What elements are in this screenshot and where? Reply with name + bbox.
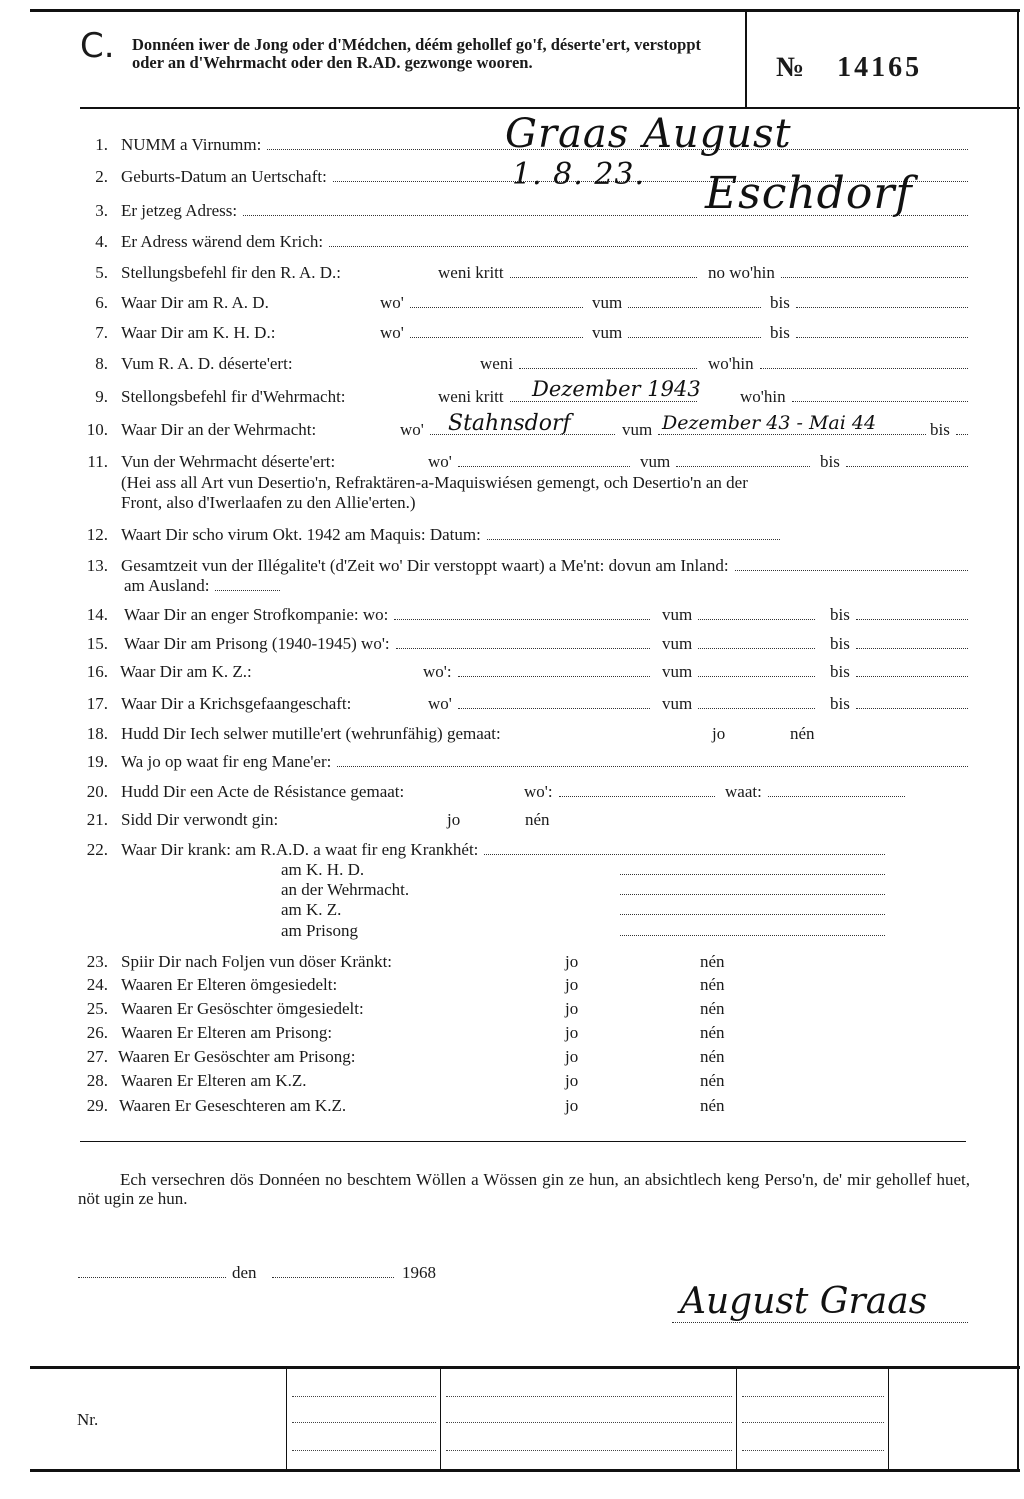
field-sublabel: weni (480, 354, 514, 373)
fill-in-field[interactable] (796, 307, 968, 308)
field-sublabel: weni kritt (438, 387, 504, 406)
fill-in-field[interactable] (396, 648, 650, 649)
field-label: Stellungsbefehl fir den R. A. D.: (121, 263, 342, 282)
form-row (0, 974, 1024, 996)
field-sublabel: jo (447, 810, 461, 829)
section-divider (80, 1141, 966, 1142)
field-label: Waaren Er Geseschteren am K.Z. (119, 1096, 347, 1115)
fill-in-field[interactable] (410, 337, 583, 338)
field-label: Waart Dir scho virum Okt. 1942 am Maquis: Datum: (121, 525, 481, 544)
field-label: Waaren Er Elteren am Prisong: (121, 1023, 333, 1042)
fill-in-field[interactable] (458, 676, 650, 677)
date-field[interactable] (272, 1277, 394, 1278)
fill-in-field[interactable] (698, 619, 815, 620)
field-sublabel: vum (640, 452, 671, 471)
table-cell-field[interactable] (446, 1422, 732, 1423)
row-number: 5. (95, 263, 108, 282)
handwritten-wehrmacht-where[interactable]: Stahnsdorf (448, 411, 571, 436)
fill-in-field[interactable] (559, 796, 715, 797)
field-sublabel: bis (830, 605, 850, 624)
table-col-1 (286, 1368, 287, 1470)
fill-in-field[interactable] (856, 648, 968, 649)
field-label: NUMM a Virnumm: (121, 135, 262, 154)
fill-in-field[interactable] (620, 874, 885, 875)
field-sublabel: bis (770, 323, 790, 342)
fill-in-field[interactable] (760, 368, 968, 369)
field-sublabel: bis (830, 694, 850, 713)
field-label: Hudd Dir Iech selwer mutille'ert (wehrunfähig) gemaat: (121, 724, 501, 743)
fill-in-field[interactable] (458, 466, 630, 467)
field-label: Stellongsbefehl fir d'Wehrmacht: (121, 387, 346, 406)
form-row (0, 899, 1024, 921)
fill-in-field[interactable] (487, 539, 780, 540)
field-sublabel: weni kritt (438, 263, 504, 282)
handwritten-name[interactable]: Graas August (505, 111, 792, 157)
row-number: 12. (86, 525, 108, 544)
form-row (0, 1046, 1024, 1068)
row-number: 17. (86, 694, 108, 713)
table-cell-field[interactable] (446, 1450, 732, 1451)
declaration-text: Ech versechren dös Donnéen no beschtem Wöllen a Wössen gin ze hun, an absichtlech keng Perso'n, de' mir gehollef huet, nöt ugin ze hun. (78, 1170, 970, 1208)
form-row (0, 322, 1024, 344)
field-label: Vum R. A. D. déserte'ert: (121, 354, 293, 373)
fill-in-field[interactable] (628, 307, 761, 308)
form-row (0, 951, 1024, 973)
form-row (0, 1022, 1024, 1044)
row-number: 21. (86, 810, 108, 829)
field-sublabel: bis (830, 634, 850, 653)
form-row (0, 231, 1024, 253)
field-label: Wa jo op waat fir eng Mane'er: (121, 752, 332, 771)
row-number: 27. (86, 1047, 108, 1066)
handwritten-order-date[interactable]: Dezember 1943 (532, 377, 701, 401)
den-label: den (232, 1263, 257, 1282)
form-row (0, 386, 1024, 408)
fill-in-field[interactable] (698, 676, 815, 677)
field-sublabel: waat: (725, 782, 762, 801)
row-number: 24. (86, 975, 108, 994)
fill-in-field[interactable] (856, 676, 968, 677)
field-label: Waar Dir a Krichsgefaangeschaft: (121, 694, 352, 713)
form-row (0, 879, 1024, 901)
field-sublabel: nén (700, 1096, 725, 1115)
handwritten-wehrmacht-period[interactable]: Dezember 43 - Mai 44 (662, 412, 877, 434)
row-number: 9. (95, 387, 108, 406)
field-sublabel: bis (830, 662, 850, 681)
field-sublabel: nén (700, 975, 725, 994)
table-cell-field[interactable] (292, 1450, 436, 1451)
fill-in-field[interactable] (658, 434, 926, 435)
fill-in-field[interactable] (698, 648, 815, 649)
table-cell-field[interactable] (742, 1450, 884, 1451)
handwritten-birth-date[interactable]: 1. 8. 23. (512, 157, 646, 192)
table-top-border (30, 1366, 1020, 1369)
field-label: am Prisong (281, 921, 358, 940)
field-sublabel: wo' (380, 293, 404, 312)
field-label: Waar Dir am K. Z.: (120, 662, 252, 681)
row-number: 4. (95, 232, 108, 251)
table-cell-field[interactable] (742, 1396, 884, 1397)
form-row (0, 723, 1024, 745)
form-row (0, 781, 1024, 803)
fill-in-field[interactable] (510, 277, 697, 278)
form-row (0, 575, 1024, 597)
year-label: 1968 (402, 1263, 436, 1282)
field-sublabel: jo (565, 952, 579, 971)
header-underline (80, 107, 1020, 109)
form-row (0, 839, 1024, 861)
fill-in-field[interactable] (410, 307, 583, 308)
form-row (0, 472, 1024, 494)
form-row (0, 555, 1024, 577)
row-number: 29. (86, 1096, 108, 1115)
number-symbol: № (776, 52, 808, 83)
top-border (30, 9, 1020, 12)
form-row (0, 492, 1024, 514)
field-label: Sidd Dir verwondt gin: (121, 810, 279, 829)
form-title: Donnéen iwer de Jong oder d'Médchen, déém gehollef go'f, déserte'ert, verstoppt oder an d'Wehrmacht oder den R.AD. gezwonge wooren. (132, 35, 702, 72)
field-sublabel: wo': (423, 662, 452, 681)
row-number: 14. (86, 605, 108, 624)
fill-in-field[interactable] (620, 935, 885, 936)
fill-in-field[interactable] (484, 854, 885, 855)
field-sublabel: jo (565, 975, 579, 994)
fill-in-field[interactable] (768, 796, 905, 797)
fill-in-field[interactable] (856, 708, 968, 709)
field-sublabel: vum (662, 605, 693, 624)
field-sublabel: nén (700, 999, 725, 1018)
field-sublabel: nén (700, 1047, 725, 1066)
field-label: (Hei ass all Art vun Desertio'n, Refraktären-a-Maquiswiésen gemengt, och Desertio'n an der (121, 473, 748, 492)
row-number: 3. (95, 201, 108, 220)
handwritten-birth-place[interactable]: Eschdorf (705, 168, 913, 219)
row-number: 22. (86, 840, 108, 859)
form-row (0, 1095, 1024, 1117)
fill-in-field[interactable] (458, 708, 650, 709)
form-row (0, 809, 1024, 831)
field-sublabel: vum (662, 694, 693, 713)
field-label: Hudd Dir een Acte de Résistance gemaat: (121, 782, 405, 801)
row-number: 26. (86, 1023, 108, 1042)
fill-in-field[interactable] (510, 401, 697, 402)
field-label: Waaren Er Gesöschter ömgesiedelt: (121, 999, 364, 1018)
form-row (0, 1070, 1024, 1092)
fill-in-field[interactable] (620, 894, 885, 895)
fill-in-field[interactable] (956, 434, 968, 435)
fill-in-field[interactable] (628, 337, 761, 338)
table-col-4 (888, 1368, 889, 1470)
field-sublabel: bis (770, 293, 790, 312)
field-sublabel: no wo'hin (708, 263, 775, 282)
field-sublabel: wo' (380, 323, 404, 342)
section-letter: C. (80, 26, 115, 66)
form-row (0, 604, 1024, 626)
form-row (0, 859, 1024, 881)
field-label: Er jetzeg Adress: (121, 201, 238, 220)
place-field[interactable] (78, 1277, 226, 1278)
row-number: 7. (95, 323, 108, 342)
table-cell-field[interactable] (742, 1422, 884, 1423)
number-value: 14165 (837, 52, 923, 83)
field-label: am K. Z. (281, 900, 342, 919)
field-label: Waar Dir am K. H. D.: (121, 323, 276, 342)
form-row (0, 693, 1024, 715)
row-number: 16. (86, 662, 108, 681)
field-label: Waar Dir an der Wehrmacht: (121, 420, 317, 439)
signature: August Graas (680, 1281, 928, 1322)
row-number: 10. (86, 420, 108, 439)
row-number: 19. (86, 752, 108, 771)
row-number: 6. (95, 293, 108, 312)
field-sublabel: jo (565, 999, 579, 1018)
fill-in-field[interactable] (698, 708, 815, 709)
field-sublabel: wo' (428, 694, 452, 713)
field-label: Vun der Wehrmacht déserte'ert: (121, 452, 336, 471)
fill-in-field[interactable] (620, 914, 885, 915)
form-row (0, 998, 1024, 1020)
fill-in-field[interactable] (329, 246, 968, 247)
field-sublabel: nén (700, 952, 725, 971)
field-sublabel: jo (565, 1096, 579, 1115)
fill-in-field[interactable] (676, 466, 810, 467)
fill-in-field[interactable] (519, 368, 697, 369)
field-label: am Ausland: (124, 576, 210, 595)
field-sublabel: wo': (524, 782, 553, 801)
fill-in-field[interactable] (781, 277, 968, 278)
signature-line (672, 1322, 968, 1323)
table-col-3 (736, 1368, 737, 1470)
field-sublabel: jo (712, 724, 726, 743)
field-sublabel: vum (592, 293, 623, 312)
row-number: 28. (86, 1071, 108, 1090)
field-label: am K. H. D. (281, 860, 365, 879)
form-row (0, 751, 1024, 773)
field-label: Waaren Er Gesöschter am Prisong: (118, 1047, 356, 1066)
table-cell-field[interactable] (446, 1396, 732, 1397)
field-label: Waar Dir am Prisong (1940-1945) wo': (124, 634, 390, 653)
table-bottom-border (30, 1469, 1020, 1472)
form-row (0, 633, 1024, 655)
form-row (0, 262, 1024, 284)
field-sublabel: vum (622, 420, 653, 439)
field-sublabel: vum (592, 323, 623, 342)
field-sublabel: vum (662, 634, 693, 653)
form-row (0, 920, 1024, 942)
form-row (0, 524, 1024, 546)
field-label: an der Wehrmacht. (281, 880, 410, 899)
form-row (0, 353, 1024, 375)
form-row (0, 292, 1024, 314)
form-row (0, 661, 1024, 683)
fill-in-field[interactable] (735, 570, 968, 571)
table-cell-field[interactable] (292, 1422, 436, 1423)
form-number (776, 52, 922, 84)
field-sublabel: vum (662, 662, 693, 681)
nr-label: Nr. (77, 1410, 99, 1429)
field-sublabel: jo (565, 1047, 579, 1066)
field-label: Waar Dir am R. A. D. (121, 293, 269, 312)
field-sublabel: wo' (400, 420, 424, 439)
field-sublabel: wo'hin (708, 354, 754, 373)
field-sublabel: jo (565, 1023, 579, 1042)
field-label: Waaren Er Elteren am K.Z. (121, 1071, 307, 1090)
fill-in-field[interactable] (394, 619, 650, 620)
row-number: 20. (86, 782, 108, 801)
row-number: 13. (86, 556, 108, 575)
row-number: 15. (86, 634, 108, 653)
fill-in-field[interactable] (796, 337, 968, 338)
row-number: 18. (86, 724, 108, 743)
form-row (0, 451, 1024, 473)
row-number: 8. (95, 354, 108, 373)
fill-in-field[interactable] (792, 401, 968, 402)
fill-in-field[interactable] (856, 619, 968, 620)
field-sublabel: bis (930, 420, 950, 439)
field-label: Gesamtzeit vun der Illégalite't (d'Zeit wo' Dir verstoppt waart) a Me'nt: dovun am Inland: (121, 556, 729, 575)
field-label: Geburts-Datum an Uertschaft: (121, 167, 327, 186)
field-label: Er Adress wärend dem Krich: (121, 232, 324, 251)
row-number: 11. (87, 452, 108, 471)
field-label: Waar Dir an enger Strofkompanie: wo: (124, 605, 389, 624)
field-label: Waaren Er Elteren ömgesiedelt: (121, 975, 338, 994)
field-sublabel: nén (700, 1071, 725, 1090)
field-label: Front, also d'Iwerlaafen zu den Allie'erten.) (121, 493, 416, 512)
table-cell-field[interactable] (292, 1396, 436, 1397)
table-col-2 (440, 1368, 441, 1470)
fill-in-field[interactable] (215, 590, 280, 591)
field-sublabel: wo' (428, 452, 452, 471)
row-number: 2. (95, 167, 108, 186)
field-sublabel: jo (565, 1071, 579, 1090)
field-sublabel: nén (700, 1023, 725, 1042)
field-sublabel: nén (790, 724, 815, 743)
header-divider (745, 10, 747, 107)
field-label: Spiir Dir nach Foljen vun döser Kränkt: (121, 952, 393, 971)
field-label: Waar Dir krank: am R.A.D. a waat fir eng Krankhét: (121, 840, 479, 859)
row-number: 1. (95, 135, 108, 154)
row-number: 23. (86, 952, 108, 971)
field-sublabel: nén (525, 810, 550, 829)
fill-in-field[interactable] (337, 766, 968, 767)
field-sublabel: bis (820, 452, 840, 471)
row-number: 25. (86, 999, 108, 1018)
field-sublabel: wo'hin (740, 387, 786, 406)
fill-in-field[interactable] (846, 466, 968, 467)
